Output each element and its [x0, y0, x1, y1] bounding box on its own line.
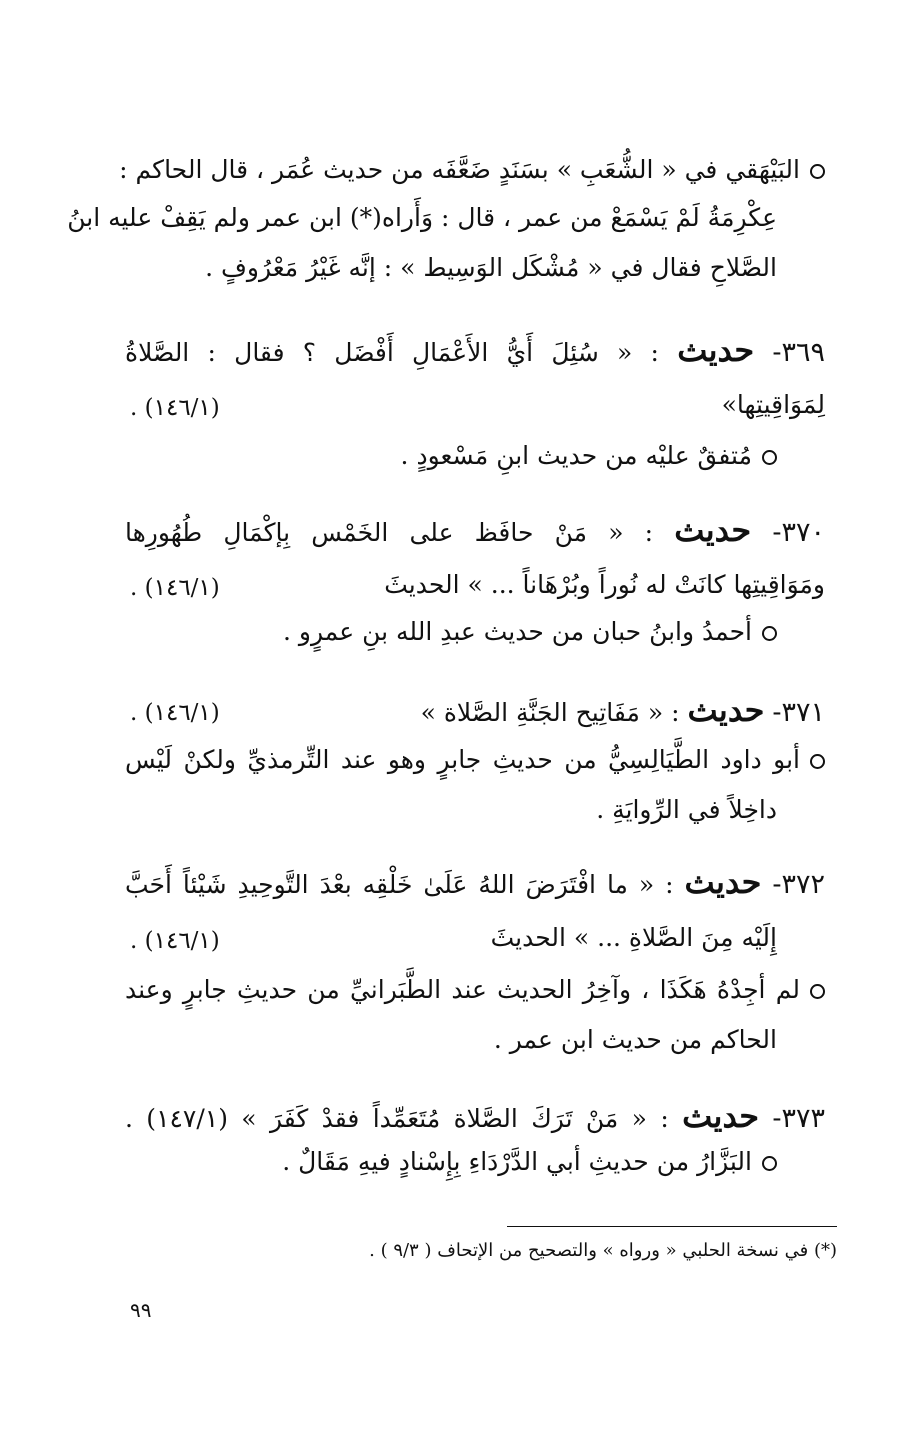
- entry-number: ٣٦٩-: [772, 337, 826, 368]
- circle-bullet-icon: [762, 1156, 777, 1171]
- footnote: (*) في نسخة الحلبي « ورواه » والتصحيح من الإتحاف ( ٩/٣ ) .: [369, 1240, 837, 1261]
- entry-370-reference: (١٤٦/١) .: [130, 575, 220, 601]
- entry-372-note-2: الحاكم من حديث ابن عمر .: [493, 1025, 777, 1054]
- circle-bullet-icon: [810, 164, 825, 179]
- circle-bullet-icon: [810, 754, 825, 769]
- entry-number: ٣٧٠-: [772, 517, 826, 548]
- entry-keyword: حديث: [677, 331, 755, 369]
- entry-keyword: حديث: [682, 1097, 760, 1135]
- entry-369-note: مُتفقٌ عليْه من حديث ابنِ مَسْعودٍ .: [125, 436, 777, 476]
- entry-369-line-2: لِمَوَاقِيتِها»: [721, 390, 825, 419]
- entry-373-note: البَزَّارُ من حديثِ أبي الدَّرْدَاءِ بِإِسْنادٍ فيهِ مَقَالٌ .: [125, 1142, 777, 1182]
- entry-number: ٣٧٢-: [772, 869, 826, 900]
- entry-372-line-2: إِلَيْه مِنَ الصَّلاةِ ... » الحديثَ: [490, 923, 777, 952]
- entry-371-reference: (١٤٦/١) .: [130, 700, 220, 726]
- entry-371-note: أبو داود الطَّيَالِسِيُّ من حديثِ جابرٍ وهو عند التِّرمذيِّ ولكنْ لَيْس: [125, 740, 825, 780]
- entry-370-heading: [125, 510, 825, 553]
- entry-text: : « ما افْتَرَضَ اللهُ عَلَىٰ خَلْقِه بعْدَ التَّوحِيدِ شَيْئاً أَحَبَّ: [125, 870, 674, 899]
- entry-keyword: حديث: [687, 691, 765, 729]
- entry-text: : « مَنْ تَرَكَ الصَّلاة مُتَعَمِّداً فقدْ كَفَرَ » (١٤٧/١) .: [125, 1104, 669, 1133]
- entry-number: ٣٧١-: [772, 697, 825, 728]
- entry-370-line-2: ومَوَاقِيتِها كانَتْ له نُوراً وبُرْهَاناً ... » الحديثَ: [384, 570, 825, 599]
- entry-370-note: أحمدُ وابنُ حبان من حديث عبدِ الله بنِ عمرٍو .: [125, 612, 777, 652]
- intro-line-3: الصَّلاحِ فقال في « مُشْكَل الوَسِيط » : إنَّه غَيْرُ مَعْرُوفٍ .: [205, 253, 777, 282]
- entry-372-heading: [125, 862, 825, 905]
- page-number: ٩٩: [130, 1298, 152, 1322]
- entry-text: : « مَفَاتِيح الجَنَّةِ الصَّلاة »: [420, 698, 680, 727]
- entry-keyword: حديث: [674, 511, 752, 549]
- intro-line-2: عِكْرِمَةُ لَمْ يَسْمَعْ من عمر ، قال : وَأَراه(*) ابن عمر ولم يَقِفْ عليه ابنُ: [67, 203, 777, 232]
- circle-bullet-icon: [810, 984, 825, 999]
- footnote-divider: [507, 1226, 837, 1227]
- entry-371-note-2: داخِلاً في الرِّوايَةِ .: [596, 795, 777, 824]
- circle-bullet-icon: [762, 450, 777, 465]
- entry-371-heading: [125, 690, 825, 733]
- entry-372-reference: (١٤٦/١) .: [130, 928, 220, 954]
- entry-372-note: لم أجِدْهُ هَكَذَا ، وآخِرُ الحديث عند الطَّبَرانيِّ من حديثِ جابرٍ وعند: [125, 970, 825, 1010]
- entry-text: : « مَنْ حافَظ على الخَمْس بِإكْمَالِ طُهُورِها: [125, 518, 654, 547]
- entry-369-reference: (١٤٦/١) .: [130, 395, 220, 421]
- entry-369-heading: [125, 330, 825, 373]
- entry-text: : « سُئِلَ أَيُّ الأَعْمَالِ أَفْضَل ؟ فقال : الصَّلاةُ: [125, 338, 659, 367]
- entry-number: ٣٧٣-: [772, 1103, 826, 1134]
- intro-line-1: البَيْهَقي في « الشُّعَبِ » بسَنَدٍ ضَعَّفَه من حديث عُمَر ، قال الحاكم :: [125, 150, 825, 190]
- circle-bullet-icon: [762, 626, 777, 641]
- entry-keyword: حديث: [684, 863, 762, 901]
- entry-373-heading: [125, 1096, 825, 1139]
